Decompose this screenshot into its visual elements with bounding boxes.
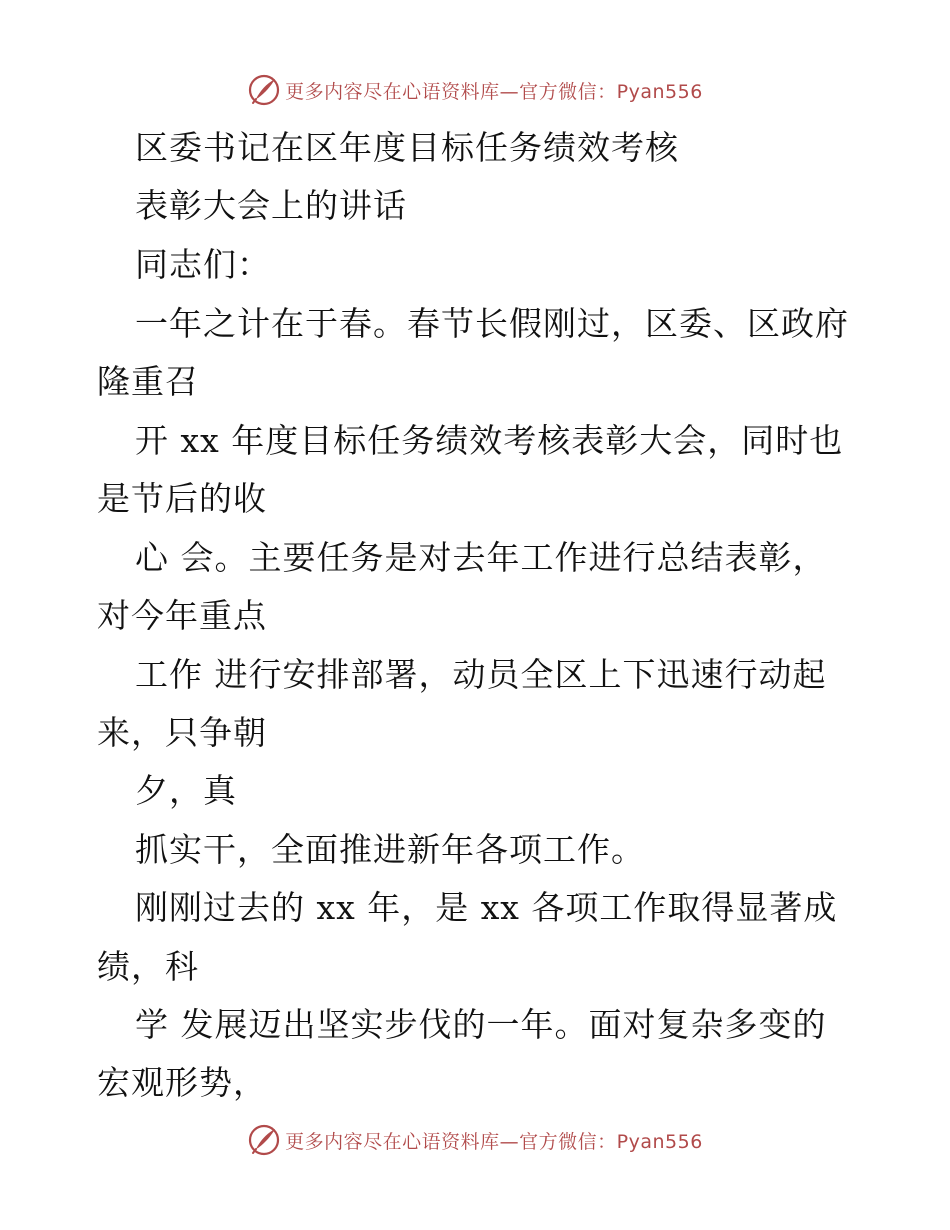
body-line: 对今年重点 (97, 596, 267, 635)
body-line: 夕，真 (135, 771, 237, 810)
body-line: 一年之计在于春。春节长假刚过，区委、区政府 (135, 304, 849, 343)
body-line: 心 会。主要任务是对去年工作进行总结表彰， (135, 538, 827, 577)
body-line: 绩，科 (97, 947, 199, 986)
document-title-line-1: 区委书记在区年度目标任务绩效考核 (135, 128, 679, 167)
body-line: 工作 进行安排部署，动员全区上下迅速行动起 (135, 655, 827, 694)
body-line: 抓实干，全面推进新年各项工作。 (135, 830, 645, 869)
body-line: 宏观形势， (97, 1063, 267, 1102)
header-banner-text: 更多内容尽在心语资料库—官方微信：Pyan556 (285, 80, 703, 103)
body-line: 隆重召 (97, 362, 199, 401)
salutation: 同志们： (135, 245, 271, 284)
body-line: 学 发展迈出坚实步伐的一年。面对复杂多变的 (135, 1005, 827, 1044)
document-title-line-2: 表彰大会上的讲话 (135, 186, 407, 225)
footer-banner-text: 更多内容尽在心语资料库—官方微信：Pyan556 (285, 1130, 703, 1153)
feather-pen-logo-icon (247, 1123, 281, 1157)
body-line: 刚刚过去的 xx 年，是 xx 各项工作取得显著成 (135, 888, 838, 927)
body-line: 是节后的收 (97, 479, 267, 518)
body-line: 来，只争朝 (97, 713, 267, 752)
body-line: 开 xx 年度目标任务绩效考核表彰大会，同时也 (135, 421, 844, 460)
header-banner (0, 70, 950, 110)
feather-pen-logo-icon (247, 73, 281, 107)
footer-banner (0, 1120, 950, 1160)
